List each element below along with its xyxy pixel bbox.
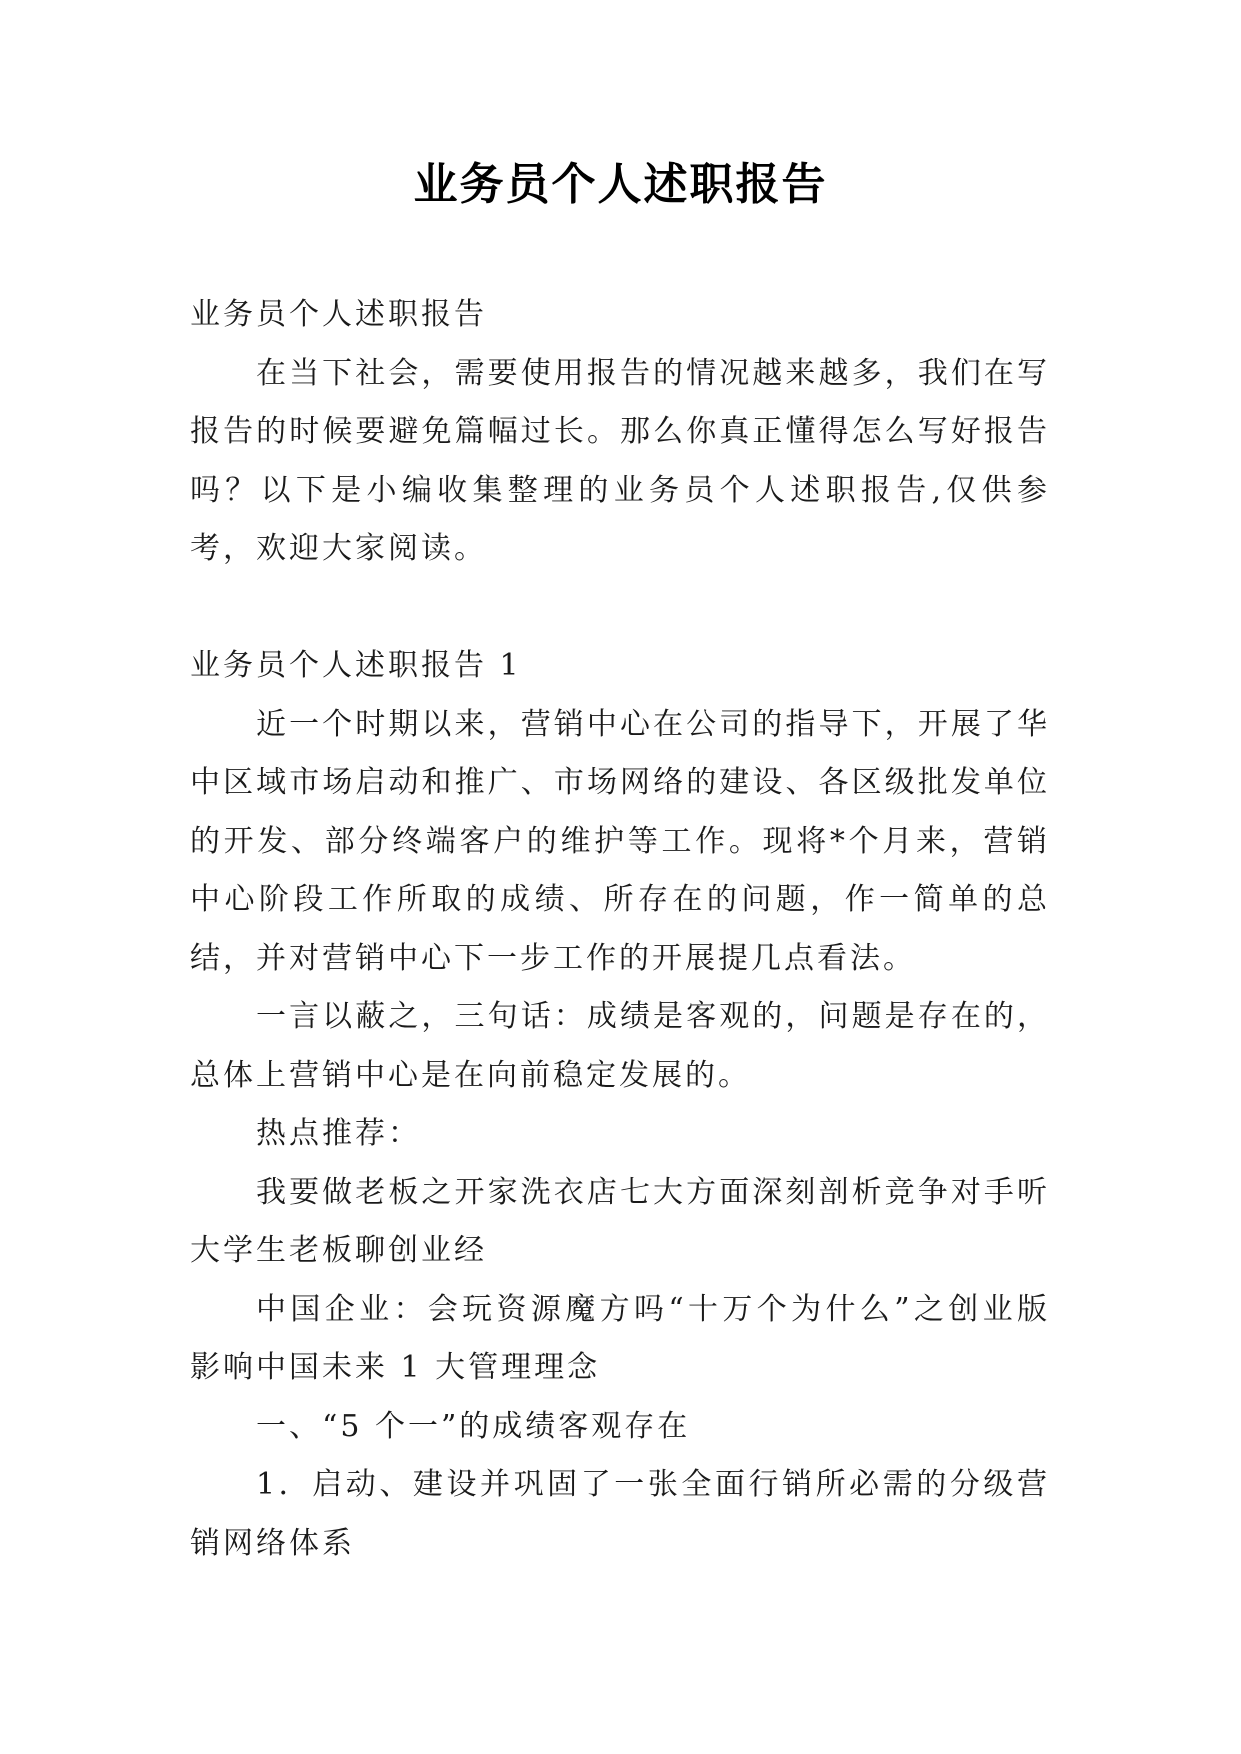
subsection-heading: 一、“5 个一”的成绩客观存在 bbox=[256, 1408, 691, 1444]
body-paragraph: 近一个时期以来，营销中心在公司的指导下，开展了华中区域市场启动和推广、市场网络的建设、各区级批发单位的开发、部分终端客户的维护等工作。现将*个月来，营销中心阶段工作所取的成绩、所存在的问题，作一简单的总结，并对营销中心下一步工作的开展提几点看法。 bbox=[190, 706, 1050, 976]
section-heading-1: 业务员个人述职报告 1 bbox=[190, 648, 522, 683]
recommend-item: 中国企业：会玩资源魔方吗“十万个为什么”之创业版影响中国未来 1 大管理理念 bbox=[190, 1291, 1050, 1385]
intro-heading: 业务员个人述职报告 bbox=[190, 297, 487, 332]
intro-paragraph: 在当下社会，需要使用报告的情况越来越多，我们在写报告的时候要避免篇幅过长。那么你真正懂得怎么写好报告吗？以下是小编收集整理的业务员个人述职报告,仅供参考，欢迎大家阅读。 bbox=[190, 355, 1050, 566]
recommend-item: 我要做老板之开家洗衣店七大方面深刻剖析竞争对手听大学生老板聊创业经 bbox=[190, 1174, 1050, 1268]
document-body bbox=[190, 286, 1050, 1573]
list-item: 1．启动、建设并巩固了一张全面行销所必需的分级营销网络体系 bbox=[190, 1467, 1050, 1561]
body-paragraph: 一言以蔽之，三句话：成绩是客观的，问题是存在的，总体上营销中心是在向前稳定发展的。 bbox=[190, 999, 1050, 1093]
document-title: 业务员个人述职报告 bbox=[413, 159, 828, 210]
hot-recommend-label: 热点推荐： bbox=[256, 1116, 421, 1151]
